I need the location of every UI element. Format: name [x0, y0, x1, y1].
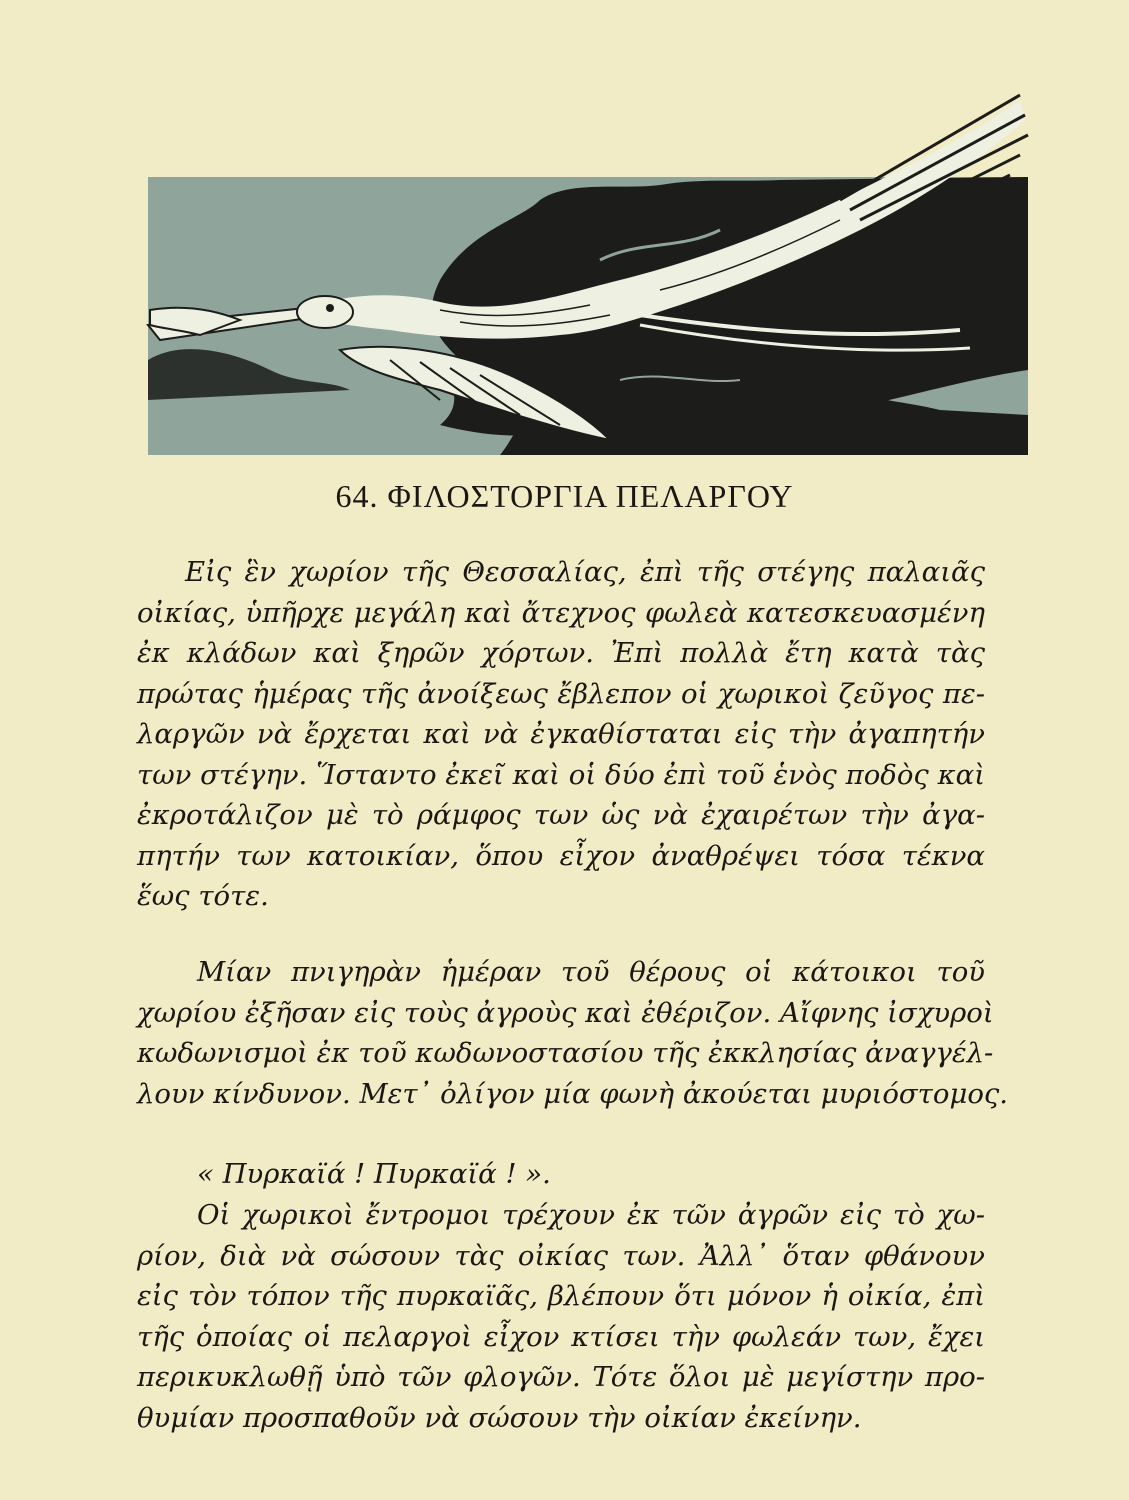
text-line: ἕως τότε.: [137, 880, 269, 912]
paragraph-2: [137, 952, 1009, 1114]
stork-illustration: [140, 80, 1035, 465]
text-line: τῆς ὁποίας οἱ πελαργοὶ εἶχον κτίσει τὴν φωλεάν των, ἔχει: [137, 1320, 985, 1353]
text-line: ἐκροτάλιζον μὲ τὸ ράμφος των ὡς νὰ ἐχαιρέτων τὴν ἀγα-: [137, 799, 985, 831]
text-line: Οἱ χωρικοὶ ἔντρομοι τρέχουν ἐκ τῶν ἀγρῶν εἰς τὸ χω-: [197, 1199, 985, 1231]
text-line: ρίον, διὰ νὰ σώσουν τὰς οἰκίας των. Ἀλλ᾽ ὅταν φθάνουν: [137, 1239, 985, 1272]
text-line: των στέγην. Ἵσταντο ἐκεῖ καὶ οἱ δύο ἐπὶ τοῦ ἑνὸς ποδὸς καὶ: [137, 758, 985, 791]
text-line: κωδωνισμοὶ ἐκ τοῦ κωδωνοστασίου τῆς ἐκκλησίας ἀναγγέλ-: [137, 1037, 994, 1069]
text-line: « Πυρκαϊά ! Πυρκαϊά ! ».: [197, 1158, 551, 1190]
stork-woodcut-icon: [140, 80, 1035, 465]
text-line: λουν κίνδυνον. Μετ᾽ ὀλίγον μία φωνὴ ἀκούεται μυριόστομος.: [137, 1077, 1009, 1110]
text-line: πητήν των κατοικίαν, ὅπου εἶχον ἀναθρέψει τόσα τέκνα: [137, 839, 985, 872]
text-line: οἰκίας, ὑπῆρχε μεγάλη καὶ ἄτεχνος φωλεὰ κατεσκευασμένη: [137, 596, 985, 629]
text-line: Μίαν πνιγηρὰν ἡμέραν τοῦ θέρους οἱ κάτοικοι τοῦ: [197, 956, 985, 988]
text-line: λαργῶν νὰ ἔρχεται καὶ νὰ ἐγκαθίσταται εἰς τὴν ἀγαπητήν: [137, 718, 985, 750]
text-line: πρώτας ἡμέρας τῆς ἀνοίξεως ἔβλεπον οἱ χωρικοὶ ζεῦγος πε-: [137, 677, 985, 710]
text-line: Εἰς ἓν χωρίον τῆς Θεσσαλίας, ἐπὶ τῆς στέγης παλαιᾶς: [185, 556, 985, 588]
text-line: περικυκλωθῇ ὑπὸ τῶν φλογῶν. Τότε ὅλοι μὲ μεγίστην προ-: [137, 1361, 985, 1393]
text-line: εἰς τὸν τόπον τῆς πυρκαϊᾶς, βλέπουν ὅτι μόνον ἡ οἰκία, ἐπὶ: [137, 1280, 985, 1312]
text-line: θυμίαν προσπαθοῦν νὰ σώσουν τὴν οἰκίαν ἐκείνην.: [137, 1401, 862, 1434]
text-line: ἐκ κλάδων καὶ ξηρῶν χόρτων. Ἐπὶ πολλὰ ἔτη κατὰ τὰς: [137, 637, 985, 669]
chapter-title: 64. ΦΙΛΟΣΤΟΡΓΙΑ ΠΕΛΑΡΓΟΥ: [335, 478, 794, 514]
text-line: χωρίου ἐξῆσαν εἰς τοὺς ἀγροὺς καὶ ἐθέριζον. Αἴφνης ἰσχυροὶ: [137, 996, 994, 1029]
paragraph-3: [137, 1154, 985, 1195]
paragraph-4: [137, 1195, 985, 1438]
paragraph-1: [137, 552, 985, 917]
